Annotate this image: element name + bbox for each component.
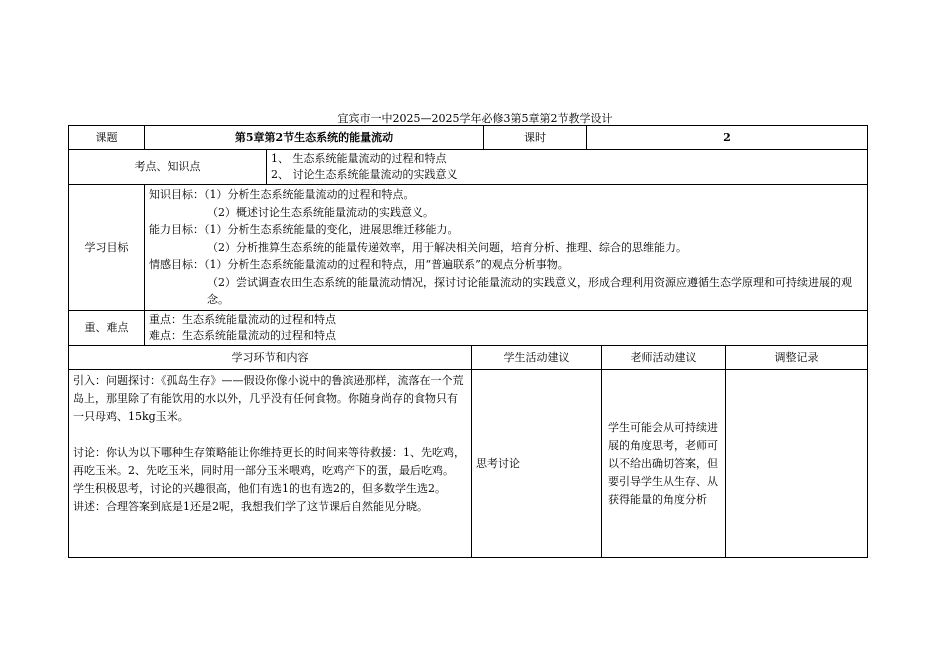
lesson-info-table <box>68 125 868 346</box>
hours-value: 2 <box>587 126 868 150</box>
student-activity: 思考讨论 <box>472 370 602 558</box>
key-points <box>145 311 868 346</box>
content-paragraph: 引入：问题探讨：《孤岛生存》——假设你像小说中的鲁滨逊那样，流落在一个荒岛上，那里除了有能饮用的水以外，几乎没有任何食物。你随身尚存的食物只有一只母鸡、15kg玉米。 <box>73 374 464 423</box>
content-paragraph: 学生积极思考，讨论的兴趣很高，他们有选1的也有选2的，但多数学生选2。 <box>73 482 446 495</box>
hours-label: 课时 <box>484 126 587 150</box>
goal-line-text: （2）尝试调查农田生态系统的能量流动情况，探讨讨论能量流动的实践意义，形成合理利用资源应遵循生态学原理和可持续进展的观念。 <box>207 275 852 306</box>
teacher-activity: 学生可能会从可持续进展的角度思考，老师可以不给出确切答案，但要引导学生从生存、从获得能量的角度分析 <box>602 370 726 558</box>
header-record: 调整记录 <box>726 346 868 370</box>
adjust-record <box>726 370 868 558</box>
learning-goals-label: 学习目标 <box>69 185 145 311</box>
learning-goals <box>145 185 868 311</box>
process-content <box>69 370 472 558</box>
header-teacher: 老师活动建议 <box>602 346 726 370</box>
document-title: 宜宾市一中2025—2025学年必修3第5章第2节教学设计 <box>337 112 613 125</box>
process-table <box>68 345 868 558</box>
key-point-line: 重点：生态系统能量流动的过程和特点 <box>149 313 336 326</box>
knowledge-point-2: 2、 讨论生态系统能量流动的实践意义 <box>271 168 458 181</box>
content-paragraph: 讨论：你认为以下哪种生存策略能让你维持更长的时间来等待救援：1、先吃鸡，再吃玉米。2、先吃玉米，同时用一部分玉米喂鸡，吃鸡产下的蛋，最后吃鸡。 <box>73 446 465 477</box>
goal-line: （2）分析推算生态系统的能量传递效率，用于解决相关问题，培育分析、推理、综合的思维能力。 <box>207 240 687 254</box>
header-content: 学习环节和内容 <box>69 346 472 370</box>
knowledge-points <box>267 150 868 185</box>
knowledge-points-label: 考点、知识点 <box>69 150 267 185</box>
goal-line: （2）概述讨论生态系统能量流动的实践意义。 <box>207 205 434 219</box>
topic-label: 课题 <box>69 126 145 150</box>
goal-line: 情感目标：（1）分析生态系统能量流动的过程和特点，用“普遍联系”的观点分析事物。 <box>149 258 569 271</box>
goal-line: 知识目标：（1）分析生态系统能量流动的过程和特点。 <box>149 188 415 201</box>
topic-value: 第5章第2节生态系统的能量流动 <box>145 126 484 150</box>
content-blank <box>73 426 467 444</box>
key-points-label: 重、难点 <box>69 311 145 346</box>
knowledge-point-1: 1、 生态系统能量流动的过程和特点 <box>271 152 447 165</box>
content-paragraph: 讲述：合理答案到底是1还是2呢，我想我们学了这节课后自然能见分晓。 <box>73 500 428 513</box>
difficult-point-line: 难点：生态系统能量流动的过程和特点 <box>149 329 336 342</box>
header-student: 学生活动建议 <box>472 346 602 370</box>
goal-line <box>149 274 863 309</box>
goal-line: 能力目标：（1）分析生态系统能量的变化，进展思维迁移能力。 <box>149 223 459 236</box>
